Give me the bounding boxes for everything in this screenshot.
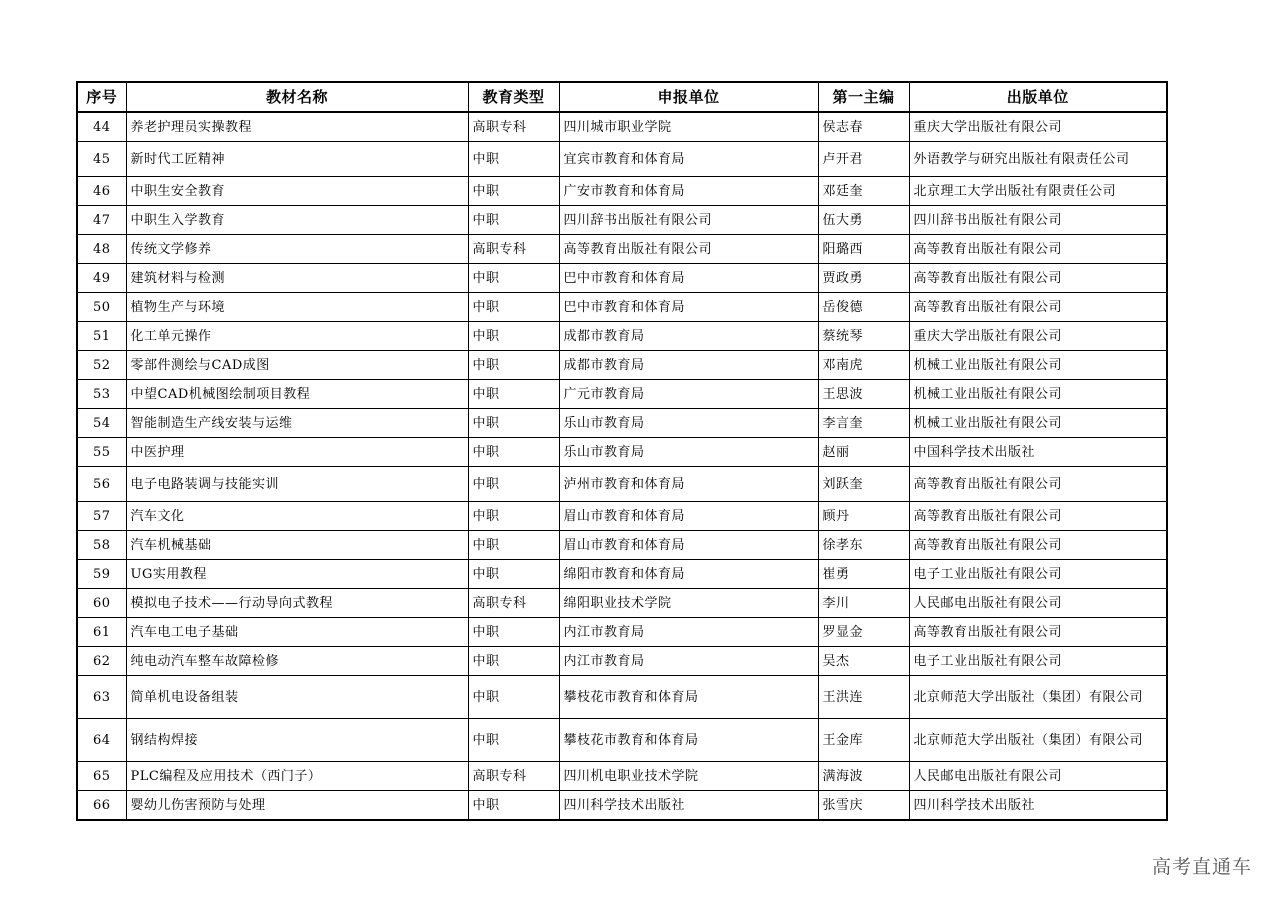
cell-applying-unit: 攀枝花市教育和体育局	[559, 719, 818, 762]
table-row	[77, 560, 1167, 589]
cell-chief-editor: 伍大勇	[818, 206, 909, 235]
table-row	[77, 235, 1167, 264]
cell-serial-number: 50	[77, 293, 126, 322]
table-row	[77, 531, 1167, 560]
table-row	[77, 264, 1167, 293]
cell-applying-unit: 高等教育出版社有限公司	[559, 235, 818, 264]
cell-publisher: 高等教育出版社有限公司	[909, 235, 1167, 264]
cell-applying-unit: 攀枝花市教育和体育局	[559, 676, 818, 719]
header-chief-editor: 第一主编	[818, 82, 909, 112]
cell-textbook-name: 中医护理	[126, 438, 468, 467]
cell-textbook-name: 零部件测绘与CAD成图	[126, 351, 468, 380]
table-row	[77, 438, 1167, 467]
cell-serial-number: 63	[77, 676, 126, 719]
cell-chief-editor: 满海波	[818, 762, 909, 791]
cell-publisher: 电子工业出版社有限公司	[909, 560, 1167, 589]
cell-chief-editor: 岳俊德	[818, 293, 909, 322]
cell-publisher: 四川辞书出版社有限公司	[909, 206, 1167, 235]
table-row	[77, 177, 1167, 206]
table-row	[77, 618, 1167, 647]
cell-education-type: 高职专科	[468, 762, 559, 791]
cell-textbook-name: 纯电动汽车整车故障检修	[126, 647, 468, 676]
cell-serial-number: 46	[77, 177, 126, 206]
cell-chief-editor: 罗显金	[818, 618, 909, 647]
cell-serial-number: 62	[77, 647, 126, 676]
cell-textbook-name: 汽车文化	[126, 502, 468, 531]
cell-applying-unit: 巴中市教育和体育局	[559, 264, 818, 293]
table-row	[77, 467, 1167, 502]
cell-applying-unit: 四川辞书出版社有限公司	[559, 206, 818, 235]
table-row	[77, 589, 1167, 618]
cell-education-type: 中职	[468, 264, 559, 293]
table-row	[77, 322, 1167, 351]
cell-education-type: 中职	[468, 467, 559, 502]
cell-education-type: 高职专科	[468, 589, 559, 618]
cell-serial-number: 59	[77, 560, 126, 589]
cell-chief-editor: 徐孝东	[818, 531, 909, 560]
cell-chief-editor: 王洪连	[818, 676, 909, 719]
cell-chief-editor: 邓南虎	[818, 351, 909, 380]
cell-education-type: 中职	[468, 618, 559, 647]
cell-textbook-name: 汽车机械基础	[126, 531, 468, 560]
cell-chief-editor: 邓廷奎	[818, 177, 909, 206]
cell-textbook-name: 化工单元操作	[126, 322, 468, 351]
cell-textbook-name: 婴幼儿伤害预防与处理	[126, 791, 468, 821]
cell-serial-number: 66	[77, 791, 126, 821]
cell-education-type: 中职	[468, 560, 559, 589]
cell-serial-number: 65	[77, 762, 126, 791]
cell-textbook-name: 新时代工匠精神	[126, 142, 468, 177]
cell-textbook-name: 建筑材料与检测	[126, 264, 468, 293]
table-row	[77, 791, 1167, 821]
cell-textbook-name: 简单机电设备组装	[126, 676, 468, 719]
cell-serial-number: 47	[77, 206, 126, 235]
cell-publisher: 高等教育出版社有限公司	[909, 531, 1167, 560]
cell-applying-unit: 绵阳职业技术学院	[559, 589, 818, 618]
cell-serial-number: 55	[77, 438, 126, 467]
cell-applying-unit: 内江市教育局	[559, 618, 818, 647]
cell-chief-editor: 蔡统琴	[818, 322, 909, 351]
header-publisher: 出版单位	[909, 82, 1167, 112]
table-row	[77, 647, 1167, 676]
cell-applying-unit: 乐山市教育局	[559, 409, 818, 438]
cell-publisher: 高等教育出版社有限公司	[909, 467, 1167, 502]
cell-applying-unit: 成都市教育局	[559, 322, 818, 351]
cell-serial-number: 53	[77, 380, 126, 409]
cell-publisher: 外语教学与研究出版社有限责任公司	[909, 142, 1167, 177]
cell-publisher: 机械工业出版社有限公司	[909, 380, 1167, 409]
table-row	[77, 409, 1167, 438]
cell-textbook-name: 传统文学修养	[126, 235, 468, 264]
cell-textbook-name: UG实用教程	[126, 560, 468, 589]
cell-textbook-name: 汽车电工电子基础	[126, 618, 468, 647]
cell-applying-unit: 泸州市教育和体育局	[559, 467, 818, 502]
cell-applying-unit: 四川机电职业技术学院	[559, 762, 818, 791]
cell-applying-unit: 乐山市教育局	[559, 438, 818, 467]
cell-publisher: 人民邮电出版社有限公司	[909, 762, 1167, 791]
cell-education-type: 中职	[468, 791, 559, 821]
cell-serial-number: 52	[77, 351, 126, 380]
header-textbook-name: 教材名称	[126, 82, 468, 112]
cell-education-type: 中职	[468, 142, 559, 177]
table-header-row	[77, 82, 1167, 112]
cell-education-type: 中职	[468, 502, 559, 531]
cell-applying-unit: 宜宾市教育和体育局	[559, 142, 818, 177]
cell-publisher: 高等教育出版社有限公司	[909, 502, 1167, 531]
cell-education-type: 中职	[468, 531, 559, 560]
cell-textbook-name: 中望CAD机械图绘制项目教程	[126, 380, 468, 409]
cell-applying-unit: 广安市教育和体育局	[559, 177, 818, 206]
cell-serial-number: 56	[77, 467, 126, 502]
cell-education-type: 中职	[468, 409, 559, 438]
table-row	[77, 380, 1167, 409]
cell-chief-editor: 侯志春	[818, 112, 909, 142]
table-row	[77, 142, 1167, 177]
cell-textbook-name: 中职生安全教育	[126, 177, 468, 206]
cell-applying-unit: 成都市教育局	[559, 351, 818, 380]
cell-education-type: 中职	[468, 177, 559, 206]
cell-chief-editor: 王思波	[818, 380, 909, 409]
table-row	[77, 676, 1167, 719]
cell-textbook-name: 模拟电子技术——行动导向式教程	[126, 589, 468, 618]
cell-publisher: 机械工业出版社有限公司	[909, 351, 1167, 380]
cell-applying-unit: 四川科学技术出版社	[559, 791, 818, 821]
cell-applying-unit: 四川城市职业学院	[559, 112, 818, 142]
table-row	[77, 502, 1167, 531]
table-row	[77, 719, 1167, 762]
cell-applying-unit: 眉山市教育和体育局	[559, 531, 818, 560]
header-serial-number: 序号	[77, 82, 126, 112]
cell-publisher: 人民邮电出版社有限公司	[909, 589, 1167, 618]
cell-publisher: 高等教育出版社有限公司	[909, 264, 1167, 293]
cell-textbook-name: 电子电路装调与技能实训	[126, 467, 468, 502]
cell-serial-number: 44	[77, 112, 126, 142]
cell-publisher: 北京师范大学出版社（集团）有限公司	[909, 676, 1167, 719]
cell-textbook-name: 钢结构焊接	[126, 719, 468, 762]
header-education-type: 教育类型	[468, 82, 559, 112]
textbook-table	[76, 81, 1168, 821]
cell-chief-editor: 顾丹	[818, 502, 909, 531]
header-applying-unit: 申报单位	[559, 82, 818, 112]
cell-textbook-name: 养老护理员实操教程	[126, 112, 468, 142]
cell-serial-number: 54	[77, 409, 126, 438]
cell-serial-number: 60	[77, 589, 126, 618]
cell-education-type: 中职	[468, 380, 559, 409]
cell-education-type: 中职	[468, 322, 559, 351]
cell-chief-editor: 贾政勇	[818, 264, 909, 293]
cell-textbook-name: 智能制造生产线安装与运维	[126, 409, 468, 438]
cell-education-type: 中职	[468, 293, 559, 322]
cell-chief-editor: 王金库	[818, 719, 909, 762]
cell-publisher: 高等教育出版社有限公司	[909, 618, 1167, 647]
cell-chief-editor: 卢开君	[818, 142, 909, 177]
cell-serial-number: 45	[77, 142, 126, 177]
cell-chief-editor: 李川	[818, 589, 909, 618]
table-row	[77, 762, 1167, 791]
cell-education-type: 中职	[468, 438, 559, 467]
cell-applying-unit: 内江市教育局	[559, 647, 818, 676]
cell-applying-unit: 巴中市教育和体育局	[559, 293, 818, 322]
table-row	[77, 112, 1167, 142]
cell-publisher: 高等教育出版社有限公司	[909, 293, 1167, 322]
cell-education-type: 高职专科	[468, 112, 559, 142]
cell-chief-editor: 崔勇	[818, 560, 909, 589]
cell-chief-editor: 阳璐西	[818, 235, 909, 264]
cell-education-type: 中职	[468, 206, 559, 235]
cell-chief-editor: 张雪庆	[818, 791, 909, 821]
cell-publisher: 中国科学技术出版社	[909, 438, 1167, 467]
cell-education-type: 中职	[468, 647, 559, 676]
cell-serial-number: 57	[77, 502, 126, 531]
cell-publisher: 机械工业出版社有限公司	[909, 409, 1167, 438]
cell-serial-number: 49	[77, 264, 126, 293]
cell-serial-number: 48	[77, 235, 126, 264]
cell-publisher: 北京师范大学出版社（集团）有限公司	[909, 719, 1167, 762]
cell-chief-editor: 刘跃奎	[818, 467, 909, 502]
table-row	[77, 351, 1167, 380]
cell-chief-editor: 赵丽	[818, 438, 909, 467]
watermark-text: 高考直通车	[1151, 856, 1252, 878]
cell-serial-number: 61	[77, 618, 126, 647]
cell-textbook-name: PLC编程及应用技术（西门子）	[126, 762, 468, 791]
cell-education-type: 中职	[468, 351, 559, 380]
cell-serial-number: 64	[77, 719, 126, 762]
cell-education-type: 中职	[468, 719, 559, 762]
cell-chief-editor: 吴杰	[818, 647, 909, 676]
table-row	[77, 206, 1167, 235]
cell-publisher: 四川科学技术出版社	[909, 791, 1167, 821]
table-row	[77, 293, 1167, 322]
cell-serial-number: 51	[77, 322, 126, 351]
cell-applying-unit: 眉山市教育和体育局	[559, 502, 818, 531]
cell-publisher: 电子工业出版社有限公司	[909, 647, 1167, 676]
cell-serial-number: 58	[77, 531, 126, 560]
cell-applying-unit: 绵阳市教育和体育局	[559, 560, 818, 589]
cell-applying-unit: 广元市教育局	[559, 380, 818, 409]
cell-publisher: 重庆大学出版社有限公司	[909, 112, 1167, 142]
cell-education-type: 高职专科	[468, 235, 559, 264]
cell-textbook-name: 植物生产与环境	[126, 293, 468, 322]
cell-textbook-name: 中职生入学教育	[126, 206, 468, 235]
table-body	[77, 112, 1167, 820]
cell-chief-editor: 李言奎	[818, 409, 909, 438]
cell-education-type: 中职	[468, 676, 559, 719]
cell-publisher: 北京理工大学出版社有限责任公司	[909, 177, 1167, 206]
cell-publisher: 重庆大学出版社有限公司	[909, 322, 1167, 351]
